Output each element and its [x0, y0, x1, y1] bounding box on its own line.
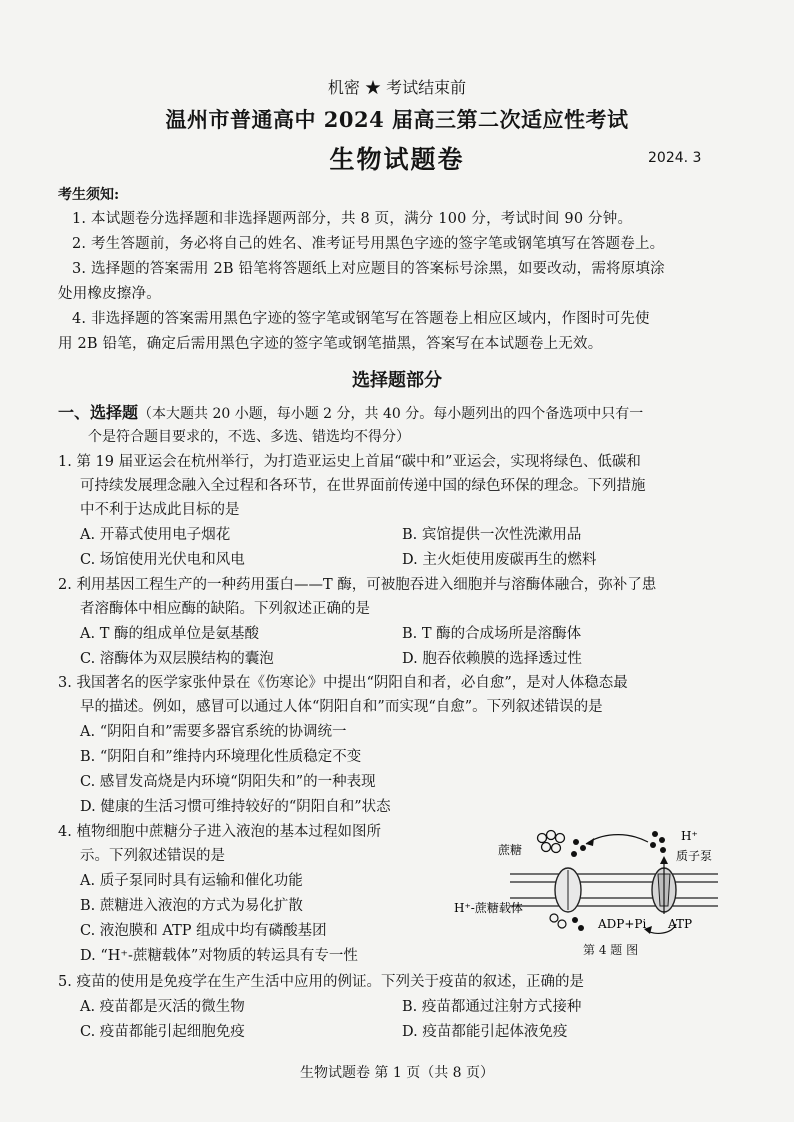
notice-line: 4. 非选择题的答案需用黑色字迹的签字笔或钢笔写在答题卷上相应区域内，作图时可先使	[72, 311, 650, 327]
option-d: D. 疫苗都能引起体液免疫	[402, 1024, 568, 1040]
question-stem: 者溶酶体中相应酶的缺陷。下列叙述正确的是	[80, 601, 370, 617]
sucrose-molecule	[547, 831, 556, 840]
option-a: A. “阴阳自和”需要多器官系统的协调统一	[80, 724, 347, 740]
arrowhead	[586, 838, 594, 846]
label-proton-pump: 质子泵	[676, 849, 713, 863]
label-adp: ADP+Pi	[598, 917, 647, 931]
notice-heading: 考生须知:	[58, 187, 120, 203]
notice-line: 2. 考生答题前，务必将自己的姓名、准考证号用黑色字迹的签字笔或钢笔填写在答题卷上。	[72, 236, 665, 252]
notice-line: 用 2B 铅笔，确定后需用黑色字迹的签字笔或钢笔描黑，答案写在本试题卷上无效。	[58, 336, 603, 352]
proton-dot	[660, 847, 666, 853]
proton-dot	[571, 851, 577, 857]
notice-line: 处用橡皮擦净。	[58, 286, 161, 302]
option-c: C. 感冒发高烧是内环境“阴阳失和”的一种表现	[80, 774, 376, 790]
proton-dot	[650, 842, 656, 848]
option-d: D. 健康的生活习惯可维持较好的“阴阳自和”状态	[80, 799, 391, 815]
sucrose-molecule	[556, 834, 565, 843]
option-b: B. “阴阳自和”维持内环境理化性质稳定不变	[80, 749, 362, 765]
proton-dot	[652, 831, 658, 837]
part-heading-line	[58, 400, 643, 423]
question-stem: 1. 第 19 届亚运会在杭州举行，为打造亚运史上首届“碳中和”亚运会，实现将绿色、低碳和	[58, 454, 641, 470]
exam-title: 温州市普通高中 2024 届高三第二次适应性考试	[165, 107, 629, 132]
question-stem: 3. 我国著名的医学家张仲景在《伤寒论》中提出“阴阳自和者，必自愈”，是对人体稳态最	[58, 675, 628, 691]
option-b: B. 蔗糖进入液泡的方式为易化扩散	[80, 898, 303, 914]
option-d: D. “H⁺-蔗糖载体”对物质的转运具有专一性	[80, 948, 358, 964]
sucrose-molecule	[542, 843, 551, 852]
question-stem: 可持续发展理念融入全过程和各环节，在世界面前传递中国的绿色环保的理念。下列措施	[80, 478, 646, 494]
proton-dot	[659, 837, 665, 843]
question-stem: 示。下列叙述错误的是	[80, 848, 225, 864]
option-b: B. T 酶的合成场所是溶酶体	[402, 626, 582, 642]
sucrose-molecule	[538, 834, 547, 843]
proton-dot	[578, 925, 584, 931]
option-c: C. 溶酶体为双层膜结构的囊泡	[80, 651, 274, 667]
question-stem: 4. 植物细胞中蔗糖分子进入液泡的基本过程如图所	[58, 824, 381, 840]
figure-caption: 第 4 题 图	[583, 943, 639, 957]
label-carrier: H⁺-蔗糖载体	[454, 901, 523, 915]
notice-line: 3. 选择题的答案需用 2B 铅笔将答题纸上对应题目的答案标号涂黑，如要改动，需将原填涂	[72, 261, 665, 277]
flow-arrow	[586, 835, 648, 844]
confidential-mark: 机密 ★ 考试结束前	[327, 78, 467, 97]
option-a: A. 疫苗都是灭活的微生物	[80, 999, 245, 1015]
option-a: A. T 酶的组成单位是氨基酸	[80, 626, 259, 642]
option-b: B. 宾馆提供一次性洗漱用品	[402, 527, 582, 543]
part-description: （本大题共 20 小题，每小题 2 分，共 40 分。每小题列出的四个备选项中只有一	[138, 406, 644, 422]
label-atp: ATP	[668, 917, 693, 931]
question-stem: 2. 利用基因工程生产的一种药用蛋白——T 酶，可被胞吞进入细胞并与溶酶体融合，弥补了患	[58, 577, 657, 593]
option-c: C. 场馆使用光伏电和风电	[80, 552, 245, 568]
paper-subtitle: 生物试题卷	[329, 145, 465, 174]
label-h-plus: H⁺	[681, 829, 698, 843]
label-sucrose: 蔗糖	[498, 843, 523, 857]
question-stem: 中不利于达成此目标的是	[80, 502, 240, 518]
sucrose-molecule	[552, 844, 561, 853]
option-c: C. 液泡膜和 ATP 组成中均有磷酸基团	[80, 923, 327, 939]
option-a: A. 开幕式使用电子烟花	[80, 527, 231, 543]
option-a: A. 质子泵同时具有运输和催化功能	[80, 873, 303, 889]
proton-dot	[572, 917, 578, 923]
option-d: D. 胞吞依赖膜的选择透过性	[402, 651, 582, 667]
part-heading: 一、选择题	[58, 403, 139, 422]
option-c: C. 疫苗都能引起细胞免疫	[80, 1024, 245, 1040]
proton-dot	[573, 839, 579, 845]
section-title: 选择题部分	[352, 370, 442, 391]
question-stem: 5. 疫苗的使用是免疫学在生产生活中应用的例证。下列关于疫苗的叙述，正确的是	[58, 974, 584, 990]
page-footer: 生物试题卷 第 1 页（共 8 页）	[299, 1065, 495, 1081]
sucrose-molecule	[550, 914, 558, 922]
part-description-cont: 个是符合题目要求的，不选、多选、错选均不得分）	[88, 429, 410, 445]
option-d: D. 主火炬使用废碳再生的燃料	[402, 552, 597, 568]
proton-dot	[580, 845, 586, 851]
arrowhead	[660, 856, 668, 864]
sucrose-molecule	[558, 920, 566, 928]
question-stem: 早的描述。例如，感冒可以通过人体“阴阳自和”而实现“自愈”。下列叙述错误的是	[80, 699, 603, 715]
notice-line: 1. 本试题卷分选择题和非选择题两部分，共 8 页，满分 100 分，考试时间 90 分钟。	[72, 211, 633, 227]
exam-date: 2024. 3	[648, 150, 702, 166]
option-b: B. 疫苗都通过注射方式接种	[402, 999, 582, 1015]
